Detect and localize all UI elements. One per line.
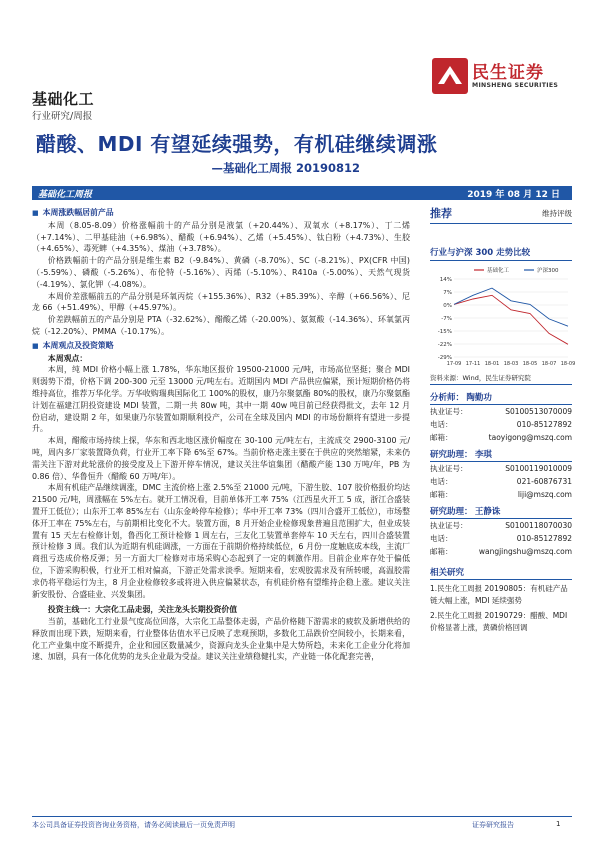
trend-chart <box>430 263 576 371</box>
legend-label: 基础化工 <box>487 268 510 274</box>
email-label: 邮箱： <box>430 490 453 499</box>
tel-number: 010-85127892 <box>516 420 572 429</box>
chart-series <box>454 288 568 344</box>
view-label: 本周观点： <box>47 353 88 363</box>
chart-source: 资料来源：Wind，民生证券研究院 <box>430 373 572 385</box>
series-line-2 <box>454 288 568 326</box>
cert-number: S0100118070030 <box>505 521 572 530</box>
report-category: 基础化工 <box>32 90 95 108</box>
analyst-name: 陶勤功 <box>466 393 492 403</box>
chart-grid <box>454 279 568 357</box>
x-tick-label: 18-09 <box>560 361 576 367</box>
report-subtitle: —基础化工周报 20190812 <box>211 161 360 175</box>
x-tick-label: 18-05 <box>522 361 538 367</box>
section-heading-movers: ■ 本周涨跌幅居前产品 <box>32 207 410 220</box>
tel-number: 021-60876731 <box>516 477 572 486</box>
related-item-2[interactable]: 2.民生化工周报 20190729：醋酸、MDI 价格显著上涨，黄磷价格回调 <box>430 611 568 632</box>
bar-report-name: 基础化工周报 <box>38 190 93 200</box>
related-research-heading: 相关研究 <box>430 566 572 580</box>
legend-label: 沪深300 <box>537 268 559 274</box>
cert-label: 执业证号： <box>430 407 468 416</box>
chart-legend <box>474 266 559 274</box>
section-heading-views: ■ 本周观点及投资策略 <box>32 340 410 353</box>
assistant1-name: 李琪 <box>474 450 492 460</box>
y-tick-label: 14% <box>439 277 452 283</box>
rating-status: 维持评级 <box>542 208 572 218</box>
y-tick-label: -7% <box>441 316 452 322</box>
related-item-1[interactable]: 1.民生化工周报 20190805：有机硅产品链大幅上涨，MDI 延续强势 <box>430 584 568 605</box>
report-date: 2019 年 08 月 12 日 <box>467 190 560 200</box>
assistant2-heading: 研究助理： <box>430 507 473 517</box>
investment-theme-heading: 投资主线一：大宗化工品走弱，关注龙头长期投资价值 <box>47 605 238 615</box>
email-label: 邮箱： <box>430 433 453 442</box>
email-address[interactable]: taoyigong@mszq.com <box>488 433 572 442</box>
chart-title: 行业与沪深 300 走势比较 <box>430 246 572 261</box>
report-type: 行业研究/周报 <box>32 111 93 122</box>
tel-label: 电话： <box>430 534 453 543</box>
main-content <box>32 205 410 815</box>
cert-label: 执业证号： <box>430 464 468 473</box>
sidebar <box>430 205 576 634</box>
footer-disclaimer: 本公司具备证券投资咨询业务资格，请务必阅读最后一页免责声明 <box>32 821 235 829</box>
tel-number: 010-85127892 <box>516 534 572 543</box>
footer-line <box>32 816 572 817</box>
tel-label: 电话： <box>430 420 453 429</box>
email-address[interactable]: wangjingshu@mszq.com <box>478 547 572 556</box>
report-title: 醋酸、MDI 有望延续强势，有机硅继续调涨 <box>36 132 438 156</box>
paragraph-price-gainers: 本周（8.05-8.09）价格涨幅前十的产品分别是液氯（+20.44%）、双氧水（+8.17%）、丁二烯（+7.14%）、二甲基硅油（+6.98%）、醋酸（+6.94%）、乙烯（+5.45%）、钛白粉（+4.73%）、生胶（+4.65%）、毒死蜱（+4.35%）、煤油（+3.78%）。 <box>32 220 410 254</box>
paragraph-price-losers: 价格跌幅前十的产品分别是维生素 B2（-9.84%）、黄磷（-8.70%）、SC（-8.21%）、PX(CFR 中国)（-5.59%）、磷酸（-5.26%）、布伦特（-5.16%）、丙烯（-5.10%）、R410a（-5.00%）、天然气现货（-4.19%）、氯化钾（-4.08%）。 <box>32 256 410 289</box>
analyst-heading: 分析师： <box>430 393 465 403</box>
y-tick-label: -15% <box>437 329 452 335</box>
tel-label: 电话： <box>430 477 453 486</box>
cert-number: S0100119010009 <box>505 464 572 473</box>
x-tick-label: 18-01 <box>484 361 500 367</box>
x-tick-label: 17-09 <box>446 361 462 367</box>
y-tick-label: 0% <box>443 303 452 309</box>
cert-label: 执业证号： <box>430 521 468 530</box>
x-tick-label: 17-11 <box>465 361 481 367</box>
assistant1-heading: 研究助理： <box>430 450 473 460</box>
page-number: 1 <box>556 820 561 828</box>
cert-number: S0100513070009 <box>505 407 572 416</box>
logo-chinese-text: 民生证券 <box>472 63 544 83</box>
y-tick-label: -29% <box>437 355 452 361</box>
x-tick-label: 18-07 <box>541 361 557 367</box>
y-tick-label: 7% <box>443 290 452 296</box>
logo-english-text: MINSHENG SECURITIES <box>472 82 559 89</box>
paragraph-acetic-acid: 本周，醋酸市场持续上探，华东和西北地区涨价幅度在 30-100 元/吨左右，主流成交 2900-3100 元/吨，周内多厂家装置降负荷，行业开工率下降 6%至 67%。当前价格走涨主要在于供应的突然缩紧，未来仍需关注下游对此轮涨价的接受度及上下游开停车情况，建议关注华谊集团（醋酸产能 130 万吨/年，PB 为 0.86 倍）、华鲁恒升（醋酸 60 万吨/年）。 <box>32 436 410 481</box>
x-tick-label: 18-03 <box>503 361 519 367</box>
paragraph-investment-theme: 当前，基础化工行业景气度高位回落，大宗化工品整体走弱，产品价格随下游需求的疲软及新增供给的释放而出现下跌，短期来看，行业整体估值水平已反映了悲观预期，多数化工品跌价空间较小，长期来看，化工产业集中度不断提升，企业和园区数量减少，资源向龙头企业集中是大势所趋，未来化工企业分化将加速、加剧，具有一体化优势的龙头企业最为受益。建议关注业绩稳健扎实，产业链一体化配套完善， <box>32 617 410 662</box>
footer-report-type: 证券研究报告 <box>472 821 514 829</box>
email-label: 邮箱： <box>430 547 453 556</box>
paragraph-silicone: 本周有机硅产品继续调涨，DMC 主流价格上涨 2.5%至 21000 元/吨，下游生胶、107 胶价格报价均达 21500 元/吨，周涨幅在 5%左右。就开工情况看，目前单体开工率 75%（江西星火开工 5 成，浙江合盛装置开工低位）；山东开工率 85%左右（山东金岭停车检修）；华中开工率 73%（四川合盛开工低位），市场整体开工率在 75%左右，与前期相比变化不大。装置方面，8 月开始企业检修现象普遍且范围扩大，但业成装置有 15 天左右检修计划，鲁西化工预计检修 1 周左右，三友化工装置单套停车 10 天左右，四川合盛装置预计检修 3 周。我们认为近期有机硅调涨，一方面在于前期价格持续低位，6 月份一度触底成本线，主流厂商扭亏迭成价格反弹；另一方面大厂检修对市场采购心态起到了一定的刺激作用。目前企业库存处于偏低位，下游采购积极，行业开工相对偏高，下游正处需求淡季。短期来看，宏观胶需求及有所转暖，高温胶需求仍将平稳运行为主，8 月企业检修较多或将进入供应偏紧状态，有机硅价格有望维持企稳上涨。建议关注新安股份、合盛硅业、兴发集团。 <box>32 483 410 599</box>
chart-y-ticks <box>438 277 452 361</box>
y-tick-label: -22% <box>437 342 452 348</box>
assistant2-name: 王静诛 <box>474 507 501 517</box>
email-address[interactable]: liji@mszq.com <box>517 490 572 499</box>
paragraph-spread-gainers: 本周价差涨幅前五的产品分别是环氧丙烷（+155.36%）、R32（+85.39%）、辛醇（+66.56%）、尼龙 66（+51.49%）、甲醇（+45.97%）。 <box>32 291 410 313</box>
chart-x-ticks <box>447 361 576 367</box>
paragraph-mdi: 本周，纯 MDI 价格小幅上涨 1.78%，华东地区报价 19500-21000 元/吨，市场高位坚挺；聚合 MDI 则弱势下滑，价格下调 200-300 元至 13000 元/吨左右。近期国内 MDI 产品供应偏紧，预计短期价格仍将维持高位，推荐万华化学。万华收购瑞典国际化工 100%的股权，康乃尔聚氨酯 80%的股权，康乃尔聚氨酯计划在福建江阴投资建设 MDI 装置，二期一共 80w 吨，其中一期 40w 吨目前已经获得批文，去年 12 月份启动，建设期 2 年，如果康乃尔装置如期顺利投产，公司在全球及国内 MDI 的市场份额将有望进一步提升。 <box>32 365 410 434</box>
rating: 推荐 <box>430 207 452 220</box>
paragraph-spread-losers: 价差跌幅前五的产品分别是 PTA（-32.62%）、醋酸乙烯（-20.00%）、氨氮酸（-14.36%）、环氧氯丙烷（-12.20%）、PMMA（-10.17%）。 <box>32 315 410 336</box>
